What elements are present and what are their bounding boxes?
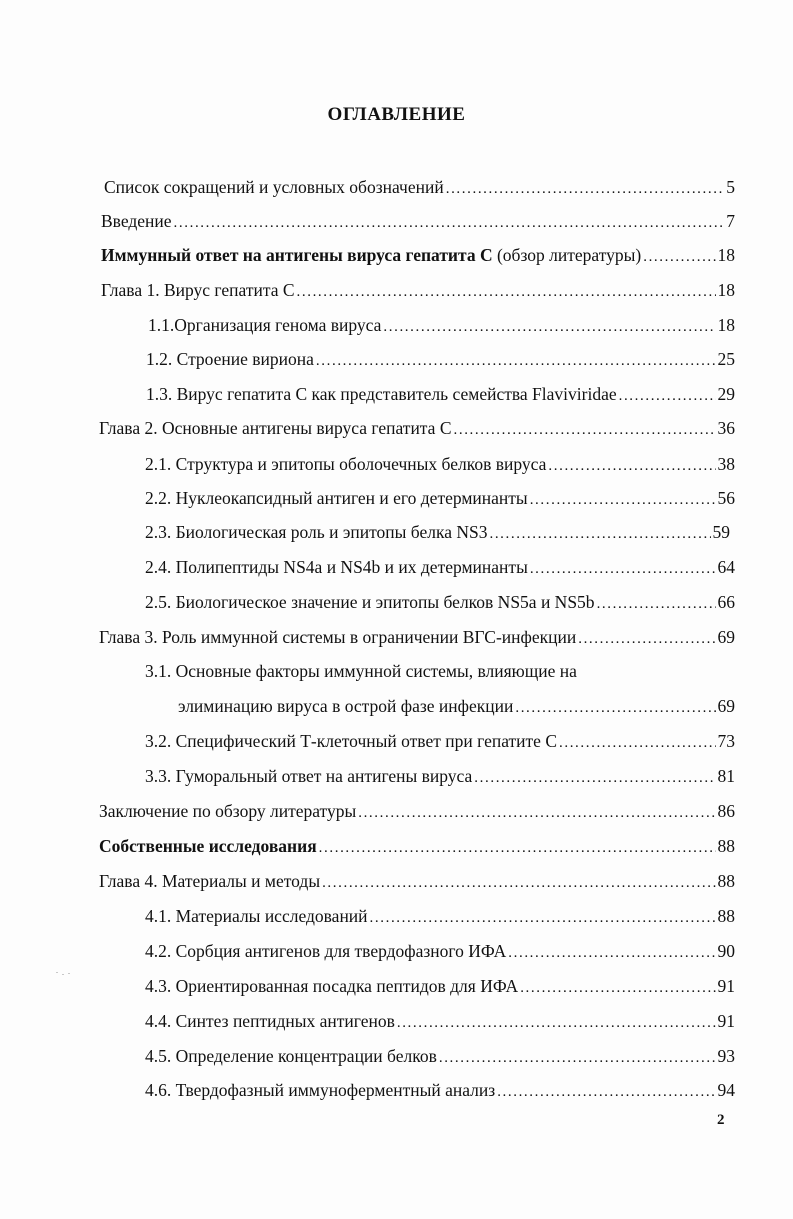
toc-entry-label: 1.3. Вирус гепатита С как представитель семейства Flaviviridae: [146, 384, 617, 404]
toc-entry-label: Заключение по обзору литературы: [99, 801, 357, 821]
toc-entry-label: 1.2. Строение вириона: [146, 349, 314, 369]
toc-entry-chapter-1[interactable]: [101, 277, 735, 303]
toc-entry-page: 90: [717, 941, 735, 961]
toc-entry-chapter-2[interactable]: [99, 415, 735, 441]
toc-entry-1-3[interactable]: [146, 381, 735, 407]
leader-dots: [322, 870, 715, 896]
toc-entry-page: 88: [717, 836, 735, 856]
leader-dots: [530, 487, 716, 513]
toc-entry-label: 4.5. Определение концентрации белков: [145, 1046, 437, 1066]
leader-dots: [548, 453, 715, 479]
leader-dots: [297, 279, 716, 305]
toc-entry-label-bold: Иммунный ответ на антигены вируса гепатита С: [101, 245, 493, 265]
toc-entry-page: 86: [717, 801, 735, 821]
toc-title: ОГЛАВЛЕНИЕ: [327, 104, 466, 125]
toc-entry-3-2[interactable]: [145, 728, 735, 754]
leader-dots: [454, 417, 716, 443]
toc-entry-4-5[interactable]: [145, 1043, 735, 1069]
toc-entry-page: 91: [717, 1011, 735, 1031]
toc-entry-page: 69: [717, 696, 735, 716]
toc-entry-label: 4.3. Ориентированная посадка пептидов для ИФА: [145, 976, 519, 996]
toc-entry-4-6[interactable]: [145, 1077, 735, 1103]
toc-entry-label-rest: (обзор литературы): [492, 245, 642, 265]
toc-entry-page: 94: [717, 1080, 735, 1100]
toc-entry-label: 4.2. Сорбция антигенов для твердофазного ИФА: [145, 941, 507, 961]
toc-entry-label: Глава 4. Материалы и методы: [99, 871, 321, 891]
toc-entry-label-bold: Собственные исследования: [99, 836, 317, 856]
toc-entry-4-4[interactable]: [145, 1008, 735, 1034]
toc-entry-label: 1.1.Организация генома вируса: [148, 315, 382, 335]
toc-entry-label: 3.1. Основные факторы иммунной системы, влияющие на: [145, 661, 577, 681]
toc-entry-page: 56: [717, 488, 735, 508]
scan-speck: [56, 972, 72, 978]
leader-dots: [578, 626, 715, 652]
toc-entry-introduction[interactable]: [101, 208, 735, 234]
toc-entry-label: Список сокращений и условных обозначений: [104, 177, 444, 197]
toc-entry-label: 4.1. Материалы исследований: [145, 906, 368, 926]
toc-entry-label: 2.3. Биологическая роль и эпитопы белка NS3: [145, 522, 488, 542]
toc-entry-page: 93: [717, 1046, 735, 1066]
toc-entry-2-2[interactable]: [145, 485, 735, 511]
toc-entry-label: 3.2. Специфический Т-клеточный ответ при гепатите С: [145, 731, 557, 751]
toc-entry-page: 81: [717, 766, 735, 786]
toc-entry-page: 66: [717, 592, 735, 612]
toc-entry-own-research[interactable]: [99, 833, 735, 859]
toc-entry-page: 18: [717, 245, 735, 265]
toc-entry-3-1-line-1[interactable]: [145, 658, 735, 684]
toc-entry-page: 38: [717, 454, 735, 474]
leader-dots: [530, 556, 716, 582]
leader-dots: [370, 905, 716, 931]
leader-dots: [439, 1045, 716, 1071]
toc-entry-page: 18: [717, 280, 735, 300]
leader-dots: [358, 800, 715, 826]
toc-entry-label: Глава 1. Вирус гепатита С: [101, 280, 295, 300]
toc-entry-4-3[interactable]: [145, 973, 735, 999]
leader-dots: [383, 314, 715, 340]
leader-dots: [316, 348, 716, 374]
toc-entry-literature-conclusion[interactable]: [99, 798, 735, 824]
toc-entry-4-1[interactable]: [145, 903, 735, 929]
toc-entry-3-1-line-2[interactable]: [178, 693, 735, 719]
leader-dots: [497, 1079, 715, 1105]
leader-dots: [520, 975, 715, 1001]
toc-entry-label: Глава 2. Основные антигены вируса гепатита С: [99, 418, 452, 438]
toc-entry-label: Глава 3. Роль иммунной системы в ограничении ВГС-инфекции: [99, 627, 577, 647]
toc-entry-2-5[interactable]: [145, 589, 735, 615]
toc-entry-1-1[interactable]: [148, 312, 735, 338]
toc-entry-chapter-4[interactable]: [99, 868, 735, 894]
toc-entry-page: 88: [717, 906, 735, 926]
leader-dots: [515, 695, 715, 721]
toc-entry-2-4[interactable]: [145, 554, 735, 580]
leader-dots: [597, 591, 716, 617]
toc-entry-3-3[interactable]: [145, 763, 735, 789]
toc-entry-label: Введение: [101, 211, 172, 231]
leader-dots: [397, 1010, 716, 1036]
leader-dots: [319, 835, 716, 861]
toc-entry-page: 7: [726, 211, 735, 231]
toc-entry-page: 69: [717, 627, 735, 647]
toc-entry-page: 73: [717, 731, 735, 751]
toc-entry-immune-response-section[interactable]: [101, 242, 735, 268]
toc-entry-page: 18: [717, 315, 735, 335]
leader-dots: [489, 521, 710, 547]
toc-entry-2-1[interactable]: [145, 451, 735, 477]
toc-entry-label: 4.4. Синтез пептидных антигенов: [145, 1011, 395, 1031]
toc-entry-page: 64: [717, 557, 735, 577]
toc-entry-page: 91: [717, 976, 735, 996]
toc-entry-label: [101, 242, 641, 268]
toc-entry-abbreviations[interactable]: [104, 174, 735, 200]
toc-entry-label: 2.2. Нуклеокапсидный антиген и его детерминанты: [145, 488, 528, 508]
toc-entry-chapter-3[interactable]: [99, 624, 735, 650]
toc-entry-1-2[interactable]: [146, 346, 735, 372]
toc-entry-page: 59: [712, 522, 730, 542]
toc-entry-label: 3.3. Гуморальный ответ на антигены вируса: [145, 766, 473, 786]
leader-dots: [508, 940, 715, 966]
leader-dots: [174, 210, 725, 236]
leader-dots: [446, 176, 725, 202]
toc-entry-label: элиминацию вируса в острой фазе инфекции: [178, 696, 514, 716]
toc-entry-4-2[interactable]: [145, 938, 735, 964]
toc-entry-2-3[interactable]: [145, 519, 730, 545]
toc-entry-page: 36: [717, 418, 735, 438]
toc-entry-page: 25: [717, 349, 735, 369]
toc-entry-page: 29: [717, 384, 735, 404]
toc-entry-label: 4.6. Твердофазный иммуноферментный анализ: [145, 1080, 496, 1100]
toc-entry-label: 2.4. Полипептиды NS4a и NS4b и их детерминанты: [145, 557, 528, 577]
toc-entry-page: 88: [717, 871, 735, 891]
page-number: 2: [717, 1112, 725, 1128]
leader-dots: [559, 730, 716, 756]
toc-entry-label: 2.1. Структура и эпитопы оболочечных белков вируса: [145, 454, 547, 474]
leader-dots: [643, 244, 715, 270]
leader-dots: [619, 383, 716, 409]
toc-entry-label: [99, 833, 317, 859]
toc-entry-label: 2.5. Биологическое значение и эпитопы белков NS5a и NS5b: [145, 592, 595, 612]
leader-dots: [474, 765, 715, 791]
toc-entry-page: 5: [726, 177, 735, 197]
